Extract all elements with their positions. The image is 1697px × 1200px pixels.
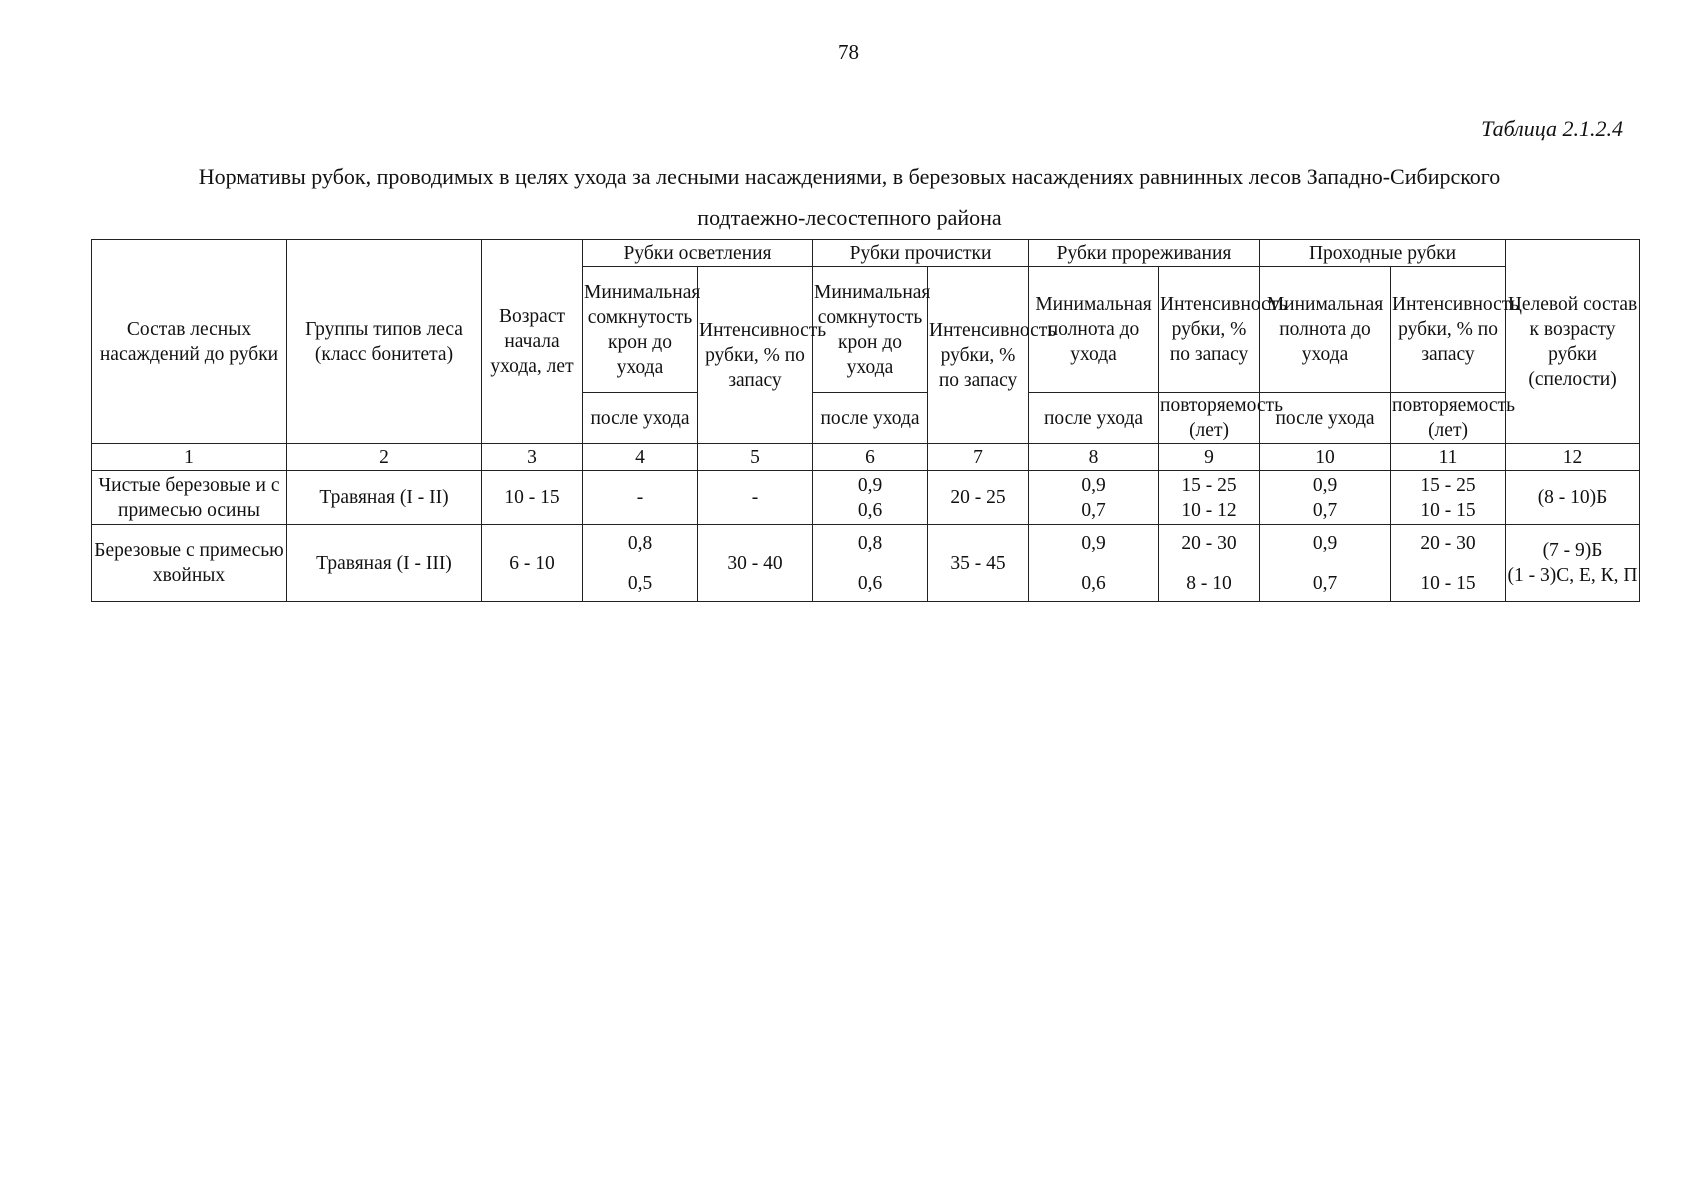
header-group-osvetlenie: Рубки осветления — [583, 240, 813, 267]
column-number-row — [92, 444, 1640, 471]
cell-c12-top: (8 - 10)Б — [1537, 487, 1608, 508]
cell-c9-top: 20 - 30 — [1181, 532, 1237, 554]
cell-c10 — [1260, 471, 1391, 525]
cell-c11-bottom: 10 - 15 — [1420, 499, 1476, 521]
header-composition: Состав лесных насаждений до рубки — [92, 240, 287, 444]
column-number: 3 — [482, 444, 583, 471]
cell-c4 — [583, 525, 698, 602]
norms-table — [91, 239, 1640, 602]
cell-c9-top: 15 - 25 — [1181, 474, 1237, 496]
cell-c10-bottom: 0,7 — [1312, 499, 1338, 521]
column-number: 1 — [92, 444, 287, 471]
cell-forest-type: Травяная (I - II) — [287, 471, 482, 525]
cell-c9-bottom: 10 - 12 — [1181, 499, 1237, 521]
cell-c12 — [1506, 525, 1640, 602]
header-min-density-8: Минимальная полнота до ухода — [1029, 267, 1159, 393]
cell-c8-bottom: 0,7 — [1081, 499, 1106, 521]
cell-c9 — [1159, 471, 1260, 525]
header-after-6: после ухода — [813, 393, 928, 444]
header-min-closure-4: Минимальная сомкнутость крон до ухода — [583, 267, 698, 393]
header-group-prorezhivanie: Рубки прореживания — [1029, 240, 1260, 267]
table-row — [92, 471, 1640, 525]
cell-c12 — [1506, 471, 1640, 525]
cell-c6-top: 0,8 — [857, 532, 883, 554]
header-forest-type: Группы типов леса (класс бонитета) — [287, 240, 482, 444]
header-target-composition: Целевой состав к возрасту рубки (спелости) — [1506, 240, 1640, 444]
header-start-age: Возраст начала ухода, лет — [482, 240, 583, 444]
column-number: 10 — [1260, 444, 1391, 471]
cell-c8 — [1029, 525, 1159, 602]
cell-c12-bottom: (1 - 3)С, Е, К, П — [1507, 565, 1638, 586]
cell-c11 — [1391, 471, 1506, 525]
cell-c6 — [813, 471, 928, 525]
header-group-prohodnye: Проходные рубки — [1260, 240, 1506, 267]
cell-c10-top: 0,9 — [1312, 532, 1338, 554]
cell-composition: Березовые с примесью хвойных — [92, 525, 287, 602]
cell-c4-top: - — [636, 487, 644, 508]
column-number: 12 — [1506, 444, 1640, 471]
cell-c8 — [1029, 471, 1159, 525]
cell-c9 — [1159, 525, 1260, 602]
cell-c10-top: 0,9 — [1312, 474, 1338, 496]
cell-c11 — [1391, 525, 1506, 602]
header-after-8: после ухода — [1029, 393, 1159, 444]
table-label: Таблица 2.1.2.4 — [1481, 116, 1623, 141]
column-number: 4 — [583, 444, 698, 471]
column-number: 5 — [698, 444, 813, 471]
header-min-closure-6: Минимальная сомкнутость крон до ухода — [813, 267, 928, 393]
header-intensity-9: Интенсивность рубки, % по запасу — [1159, 267, 1260, 393]
cell-c8-bottom: 0,6 — [1081, 572, 1106, 594]
header-group-prochistki: Рубки прочистки — [813, 240, 1029, 267]
column-number: 8 — [1029, 444, 1159, 471]
column-number: 6 — [813, 444, 928, 471]
cell-c11-bottom: 10 - 15 — [1420, 572, 1476, 594]
cell-c12-top: (7 - 9)Б — [1542, 540, 1603, 561]
cell-c4-top: 0,8 — [627, 532, 653, 554]
column-number: 9 — [1159, 444, 1260, 471]
cell-c8-top: 0,9 — [1081, 474, 1106, 496]
cell-c4 — [583, 471, 698, 525]
title-line-2: подтаежно-лесостепного района — [697, 205, 1002, 230]
cell-c10 — [1260, 525, 1391, 602]
header-repeat-11: повторяемость (лет) — [1391, 393, 1506, 444]
cell-composition: Чистые березовые и с примесью осины — [92, 471, 287, 525]
header-repeat-9: повторяемость (лет) — [1159, 393, 1260, 444]
cell-c6-bottom: 0,6 — [857, 499, 883, 521]
header-after-10: после ухода — [1260, 393, 1391, 444]
cell-c5: 30 - 40 — [698, 525, 813, 602]
cell-c10-bottom: 0,7 — [1312, 572, 1338, 594]
cell-forest-type: Травяная (I - III) — [287, 525, 482, 602]
cell-c4-bottom: 0,5 — [627, 572, 653, 594]
page-number: 78 — [838, 40, 859, 64]
column-number: 2 — [287, 444, 482, 471]
title-line-1: Нормативы рубок, проводимых в целях ухода за лесными насаждениями, в березовых насаждениях равнинных лесов Западно-Сибирского — [198, 164, 1501, 189]
cell-c5: - — [698, 471, 813, 525]
header-intensity-11: Интенсивность рубки, % по запасу — [1391, 267, 1506, 393]
table-row — [92, 525, 1640, 602]
cell-c6-top: 0,9 — [857, 474, 883, 496]
cell-c8-top: 0,9 — [1081, 532, 1106, 554]
header-after-4: после ухода — [583, 393, 698, 444]
cell-c7: 20 - 25 — [928, 471, 1029, 525]
cell-c11-top: 20 - 30 — [1420, 532, 1476, 554]
header-intensity-5: Интенсивность рубки, % по запасу — [698, 267, 813, 444]
cell-c9-bottom: 8 - 10 — [1186, 572, 1232, 594]
column-number: 7 — [928, 444, 1029, 471]
column-number: 11 — [1391, 444, 1506, 471]
cell-c7: 35 - 45 — [928, 525, 1029, 602]
cell-age: 10 - 15 — [482, 471, 583, 525]
cell-c6 — [813, 525, 928, 602]
cell-c6-bottom: 0,6 — [857, 572, 883, 594]
header-intensity-7: Интенсивность рубки, % по запасу — [928, 267, 1029, 444]
cell-age: 6 - 10 — [482, 525, 583, 602]
header-group-row — [92, 240, 1640, 267]
cell-c11-top: 15 - 25 — [1420, 474, 1476, 496]
table-title — [92, 156, 1607, 238]
header-min-density-10: Минимальная полнота до ухода — [1260, 267, 1391, 393]
